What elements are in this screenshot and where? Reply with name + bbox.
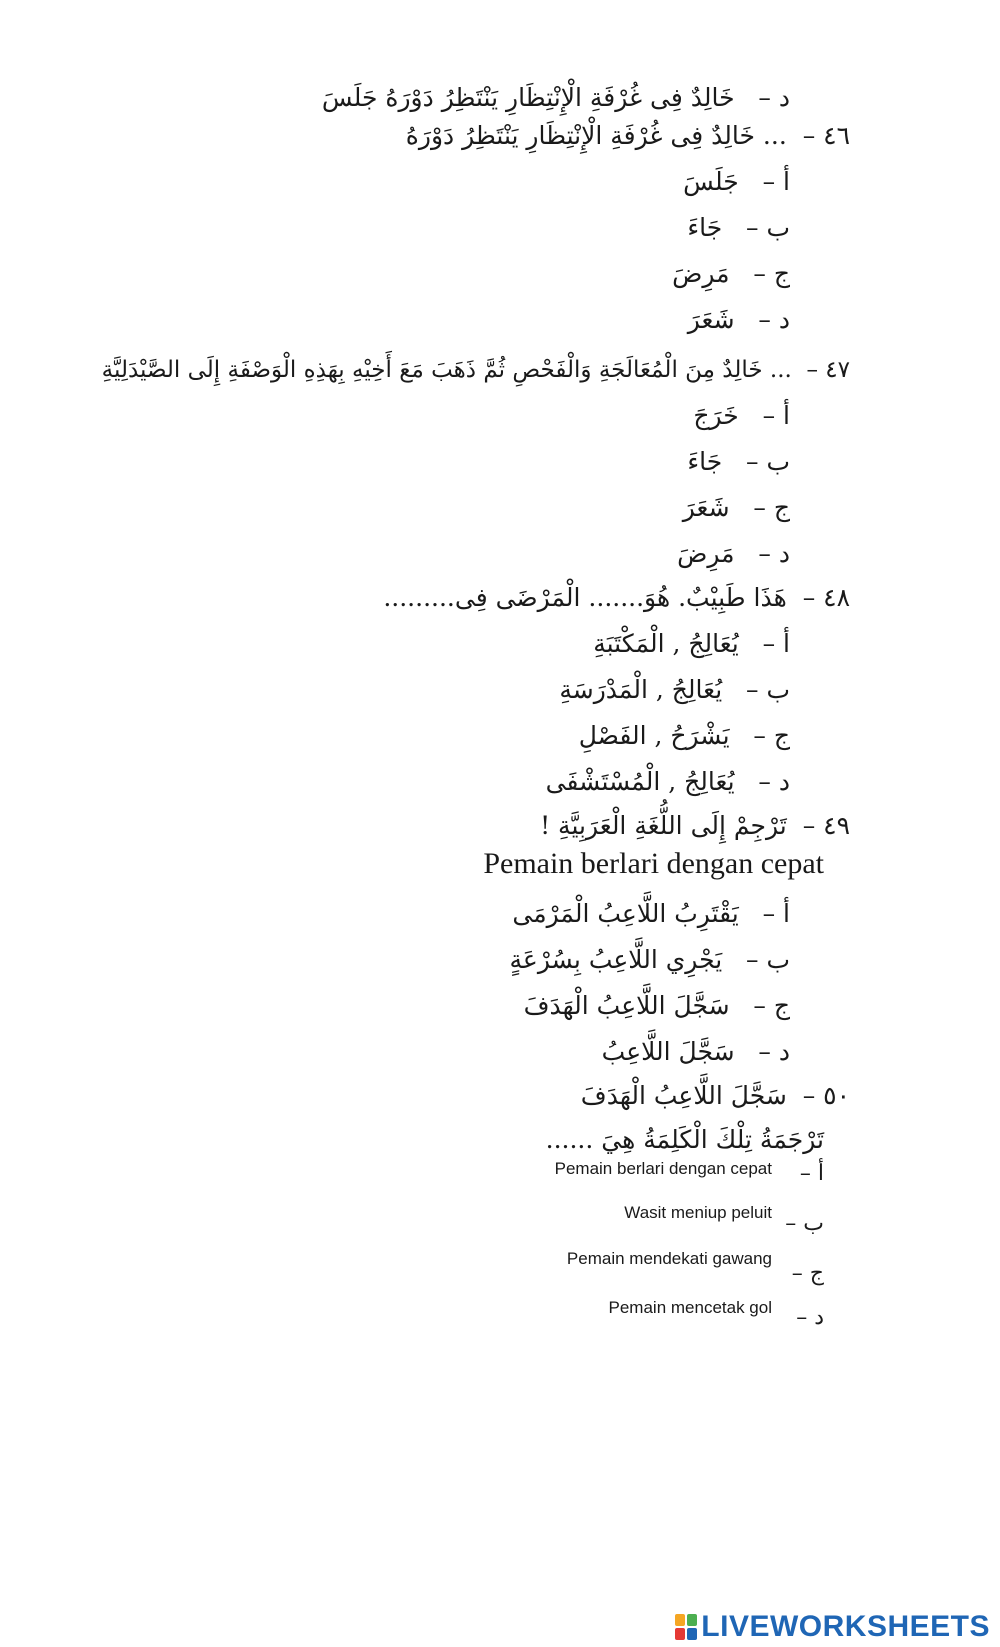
option-mark: ج – bbox=[753, 493, 790, 522]
option-mark: ب – bbox=[746, 447, 790, 476]
option-line[interactable] bbox=[672, 256, 790, 292]
option-text: يَجْرِي اللَّاعِبُ بِسُرْعَةٍ bbox=[509, 945, 723, 974]
question-46 bbox=[406, 118, 850, 154]
option-text: شَعَرَ bbox=[687, 305, 735, 334]
brand-icon bbox=[675, 1614, 697, 1640]
question-50 bbox=[581, 1078, 850, 1114]
option-text: يَشْرَحُ , الفَصْلِ bbox=[578, 721, 730, 750]
question-49 bbox=[540, 808, 850, 844]
question-text: ... خَالِدٌ فِى غُرْفَةِ الْإِنْتِظَارِ يَنْتَظِرُ دَوْرَهُ bbox=[405, 121, 787, 150]
liveworksheets-logo bbox=[675, 1610, 990, 1644]
option-text: خَالِدٌ فِى غُرْفَةِ الْإِنْتِظَارِ يَنْتَظِرُ دَوْرَهُ جَلَسَ bbox=[321, 83, 735, 112]
q50-prompt: تَرْجَمَةُ تِلْكَ الْكَلِمَةُ هِيَ ...... bbox=[545, 1125, 824, 1154]
option-mark: د – bbox=[758, 539, 790, 568]
q50-option-mark: ج – bbox=[791, 1261, 824, 1286]
option-text: شَعَرَ bbox=[682, 493, 730, 522]
option-text: خَرَجَ bbox=[693, 401, 739, 430]
option-mark: أ – bbox=[762, 629, 790, 658]
option-line[interactable] bbox=[593, 626, 790, 662]
option-text: يُعَالِجُ , الْمَدْرَسَةِ bbox=[559, 675, 723, 704]
option-text: جَلَسَ bbox=[683, 167, 739, 196]
q50-option-mark: ب – bbox=[785, 1211, 824, 1236]
option-mark: أ – bbox=[762, 167, 790, 196]
q50-option-mark: أ – bbox=[799, 1161, 824, 1186]
option-text: سَجَّلَ اللَّاعِبُ الْهَدَفَ bbox=[523, 991, 730, 1020]
question-text: تَرْجِمْ إِلَى اللُّغَةِ الْعَرَبِيَّةِ ! bbox=[540, 811, 787, 840]
question-number: ٤٧ – bbox=[806, 357, 850, 383]
question-47 bbox=[102, 352, 850, 388]
option-text: مَرِضَ bbox=[672, 259, 730, 288]
option-line[interactable] bbox=[687, 444, 790, 480]
option-mark: أ – bbox=[762, 401, 790, 430]
option-mark: ب – bbox=[746, 213, 790, 242]
option-line[interactable] bbox=[677, 536, 790, 572]
question-number: ٤٨ – bbox=[802, 583, 850, 612]
q50-option-text[interactable]: Pemain mendekati gawang bbox=[566, 1249, 772, 1268]
option-text: يَقْتَرِبُ اللَّاعِبُ الْمَرْمَى bbox=[512, 899, 739, 928]
option-mark: ب – bbox=[746, 945, 790, 974]
q49-latin-sentence: Pemain berlari dengan cepat bbox=[483, 847, 824, 880]
option-mark: د – bbox=[758, 767, 790, 796]
option-line bbox=[322, 80, 790, 116]
option-line[interactable] bbox=[524, 988, 790, 1024]
option-mark: ج – bbox=[753, 259, 790, 288]
option-line[interactable] bbox=[579, 718, 790, 754]
brand-name: LIVEWORKSHEETS bbox=[701, 1610, 990, 1643]
question-text: سَجَّلَ اللَّاعِبُ الْهَدَفَ bbox=[580, 1081, 787, 1110]
option-line[interactable] bbox=[546, 764, 790, 800]
option-mark: د – bbox=[758, 1037, 790, 1066]
option-text: يُعَالِجُ , الْمُسْتَشْفَى bbox=[545, 767, 735, 796]
option-text: جَاءَ bbox=[687, 213, 723, 242]
q50-option-text[interactable]: Pemain berlari dengan cepat bbox=[554, 1159, 772, 1178]
option-line[interactable] bbox=[602, 1034, 790, 1070]
option-mark: ج – bbox=[753, 721, 790, 750]
option-mark: أ – bbox=[762, 899, 790, 928]
q50-option-mark: د – bbox=[796, 1305, 824, 1330]
option-text: مَرِضَ bbox=[677, 539, 735, 568]
option-line[interactable] bbox=[559, 672, 790, 708]
q50-option-text[interactable]: Pemain mencetak gol bbox=[608, 1298, 772, 1317]
option-line[interactable] bbox=[683, 164, 790, 200]
option-text: سَجَّلَ اللَّاعِبُ bbox=[601, 1037, 735, 1066]
option-mark: ب – bbox=[746, 675, 790, 704]
option-line[interactable] bbox=[688, 302, 790, 338]
option-mark: د – bbox=[758, 83, 790, 112]
option-text: جَاءَ bbox=[687, 447, 723, 476]
question-48 bbox=[383, 580, 850, 616]
question-text: هَذَا طَبِيْبٌ. هُوَ....... الْمَرْضَى فِى......... bbox=[383, 583, 787, 612]
option-text: يُعَالِجُ , الْمَكْتَبَةِ bbox=[593, 629, 739, 658]
option-line[interactable] bbox=[683, 490, 790, 526]
option-mark: ج – bbox=[753, 991, 790, 1020]
q50-option-text[interactable]: Wasit meniup peluit bbox=[624, 1203, 772, 1222]
question-text: ... خَالِدٌ مِنَ الْمُعَالَجَةِ وَالْفَحْصِ ثُمَّ ذَهَبَ مَعَ أَخِيْهِ بِهَذِهِ الْوَصْفَةِ إِلَى الصَّيْدَلِيَّةِ bbox=[101, 357, 792, 383]
question-number: ٤٩ – bbox=[802, 811, 850, 840]
option-line[interactable] bbox=[693, 398, 790, 434]
question-number: ٥٠ – bbox=[802, 1081, 850, 1110]
option-mark: د – bbox=[758, 305, 790, 334]
option-line[interactable] bbox=[687, 210, 790, 246]
question-number: ٤٦ – bbox=[802, 121, 850, 150]
option-line[interactable] bbox=[510, 942, 791, 978]
option-line[interactable] bbox=[512, 896, 790, 932]
